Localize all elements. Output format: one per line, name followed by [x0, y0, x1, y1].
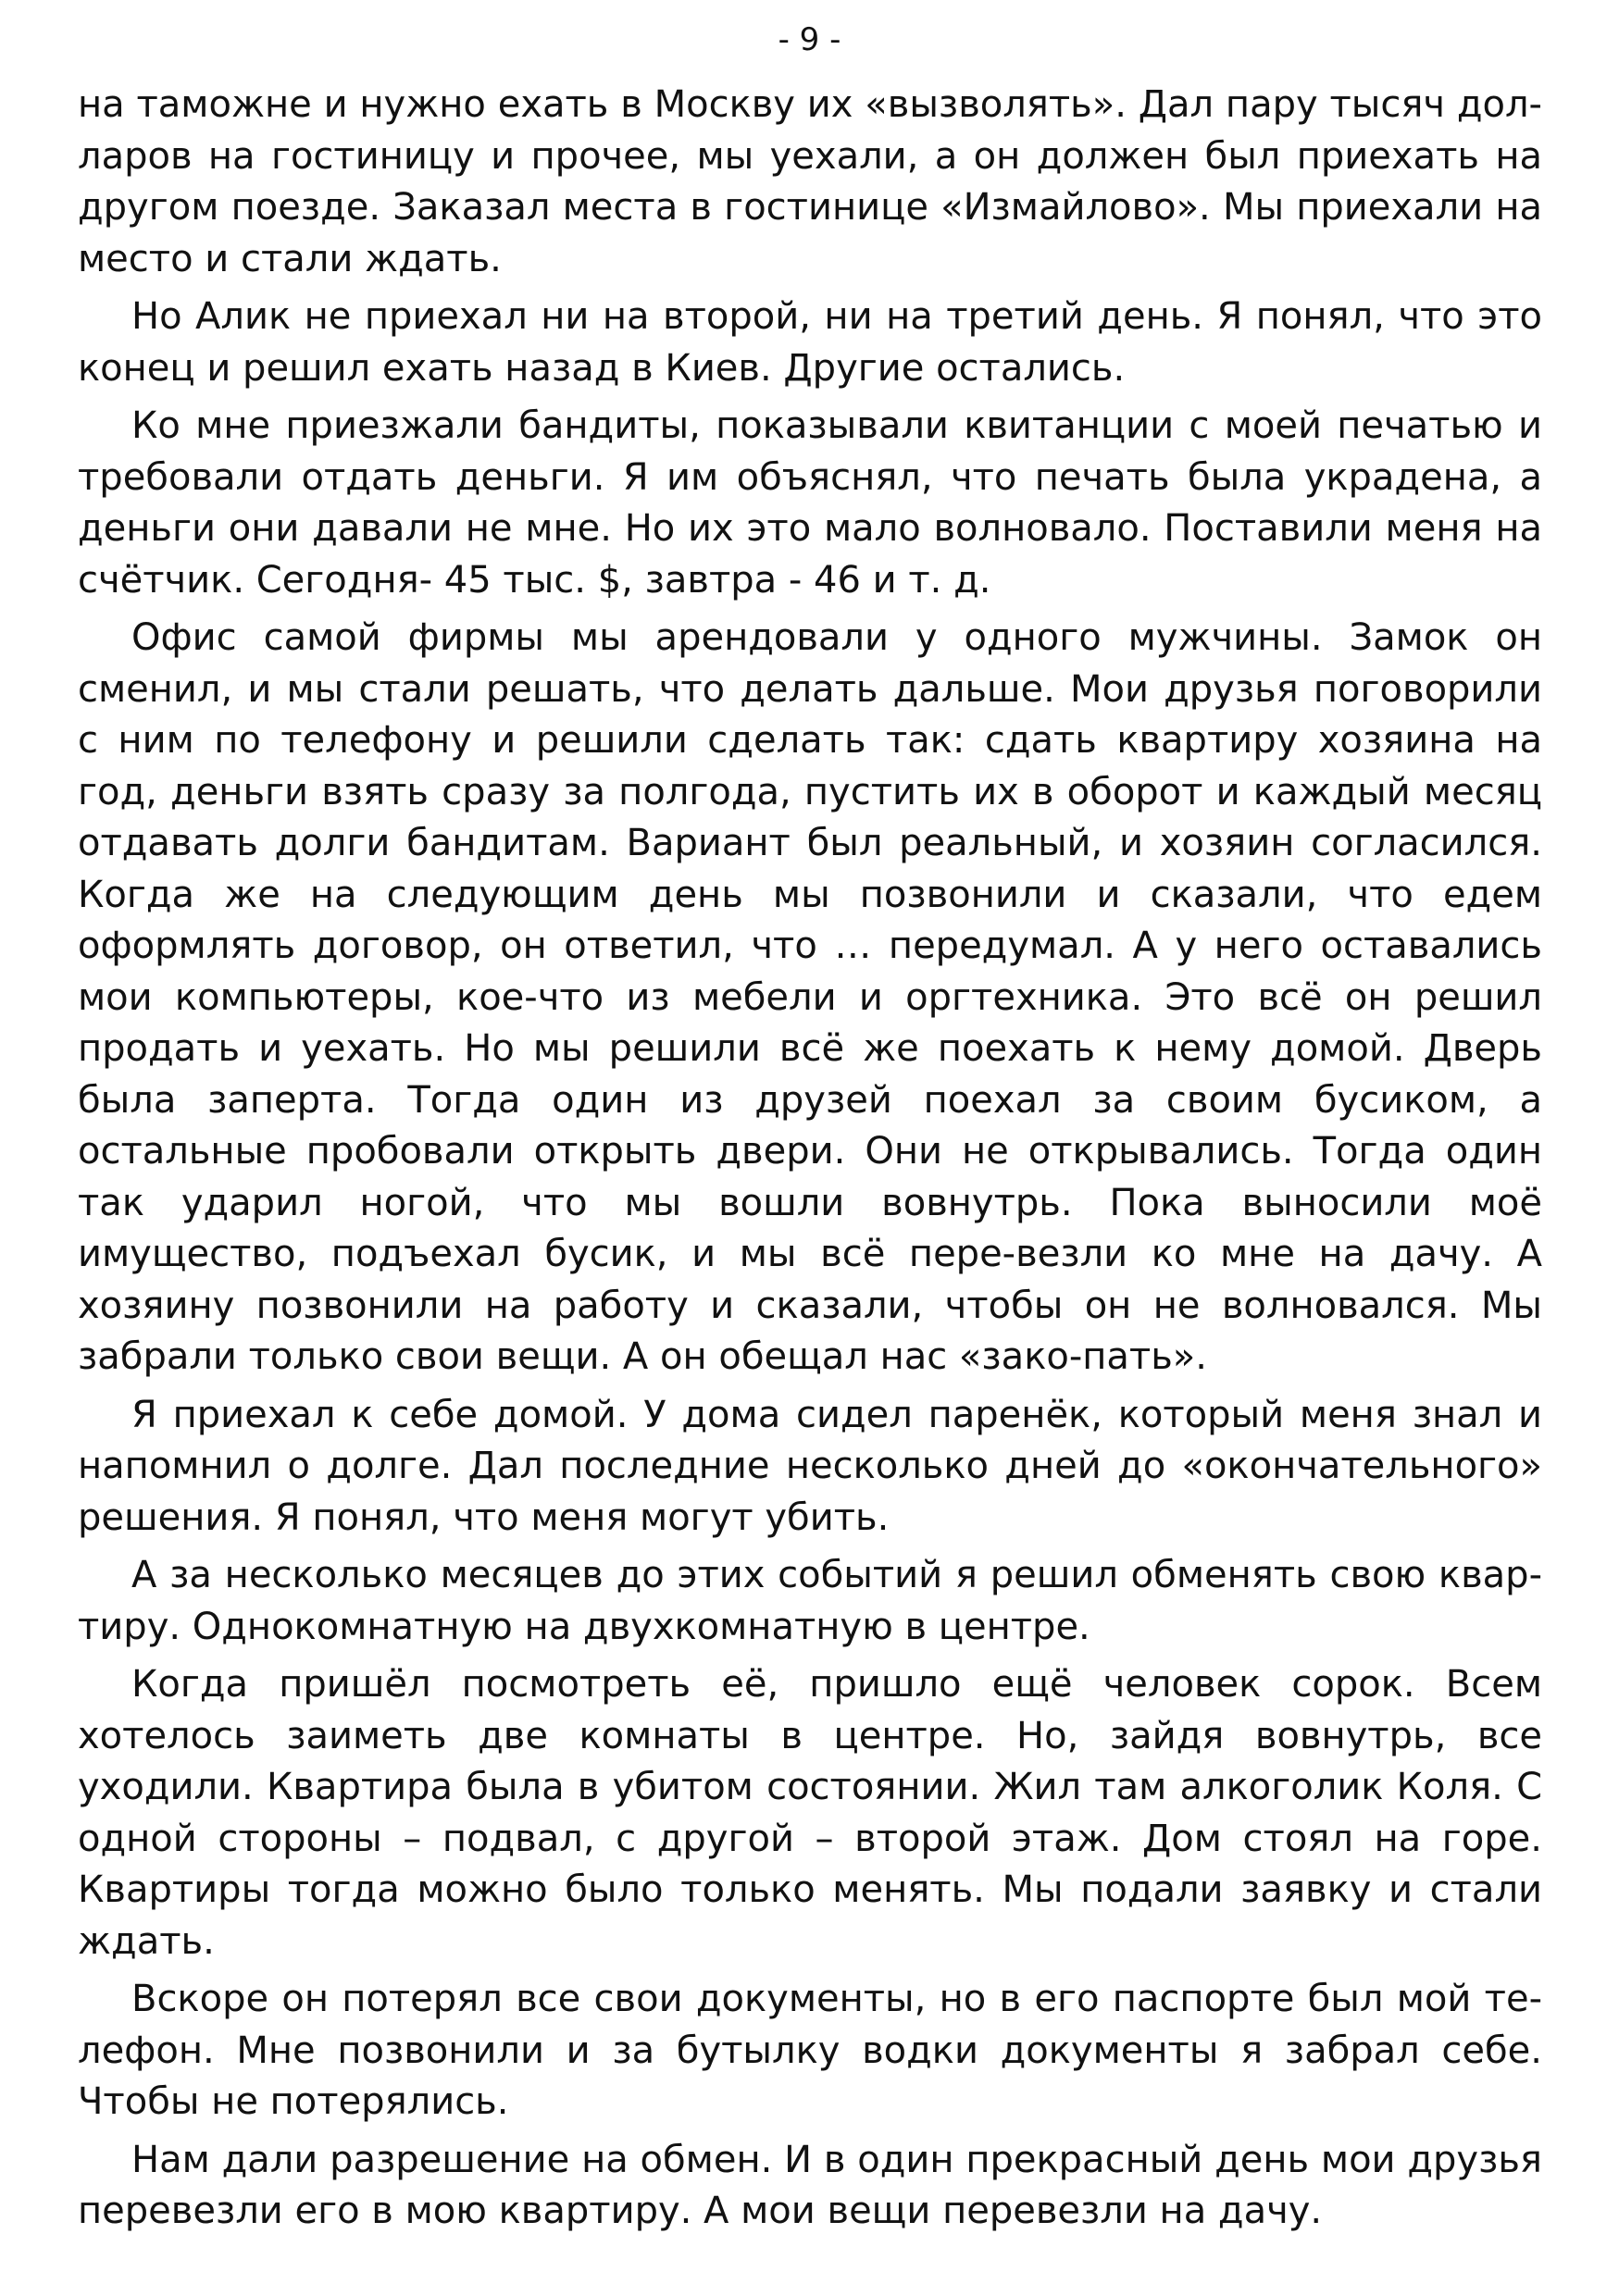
paragraph-5: Я приехал к себе домой. У дома сидел паренёк, который меня знал и напомнил о долге. Дал последние несколько дней до «окончательного» решения. Я понял, что меня могут убить.: [78, 1393, 1542, 1539]
paragraph-6: А за несколько месяцев до этих событий я решил обменять свою квар-тиру. Однокомнатную на двухкомнатную в центре.: [78, 1554, 1542, 1648]
paragraph-9: Нам дали разрешение на обмен. И в один прекрасный день мои друзья перевезли его в мою квартиру. А мои вещи перевезли на дачу.: [78, 2138, 1542, 2232]
paragraph-8: Вскоре он потерял все свои документы, но в его паспорте был мой те-лефон. Мне позвонили и за бутылку водки документы я забрал себе. Чтобы не потерялись.: [78, 1978, 1542, 2123]
body-text: [78, 80, 1542, 2244]
paragraph-7: Когда пришёл посмотреть её, пришло ещё человек сорок. Всем хотелось заиметь две комнаты в центре. Но, зайдя вовнутрь, все уходили. Квартира была в убитом состоянии. Жил там алкоголик Коля. С одной стороны – подвал, с другой – второй этаж. Дом стоял на горе. Квартиры тогда можно было только менять. Мы подали заявку и стали ждать.: [78, 1663, 1542, 1963]
paragraph-2: Но Алик не приехал ни на второй, ни на третий день. Я понял, что это конец и решил ехать назад в Киев. Другие остались.: [78, 295, 1542, 390]
page-number: - 9 -: [778, 21, 841, 58]
paragraph-1: на таможне и нужно ехать в Москву их «вызволять». Дал пару тысяч дол-ларов на гостиницу и прочее, мы уехали, а он должен был приехать на другом поезде. Заказал места в гостинице «Измайлово». Мы приехали на место и стали ждать.: [78, 83, 1542, 280]
paragraph-4: Офис самой фирмы мы арендовали у одного мужчины. Замок он сменил, и мы стали решать, что делать дальше. Мои друзья поговорили с ним по телефону и решили сделать так: сдать квартиру хозяина на год, деньги взять сразу за полгода, пустить их в оборот и каждый месяц отдавать долги бандитам. Вариант был реальный, и хозяин согласился. Когда же на следующим день мы позвонили и сказали, что едем оформлять договор, он ответил, что … передумал. А у него оставались мои компьютеры, кое-что из мебели и оргтехника. Это всё он решил продать и уехать. Но мы решили всё же поехать к нему домой. Дверь была заперта. Тогда один из друзей поехал за своим бусиком, а остальные пробовали открыть двери. Они не открывались. Тогда один так ударил ногой, что мы вошли вовнутрь. Пока выносили моё имущество, подъехал бусик, и мы всё пере-везли ко мне на дачу. А хозяину позвонили на работу и сказали, чтобы он не волновался. Мы забрали только свои вещи. А он обещал нас «зако-пать».: [78, 616, 1542, 1378]
paragraph-3: Ко мне приезжали бандиты, показывали квитанции с моей печатью и требовали отдать деньги. Я им объяснял, что печать была украдена, а деньги они давали не мне. Но их это мало волновало. Поставили меня на счётчик. Сегодня- 45 тыс. $, завтра - 46 и т. д.: [78, 404, 1542, 602]
